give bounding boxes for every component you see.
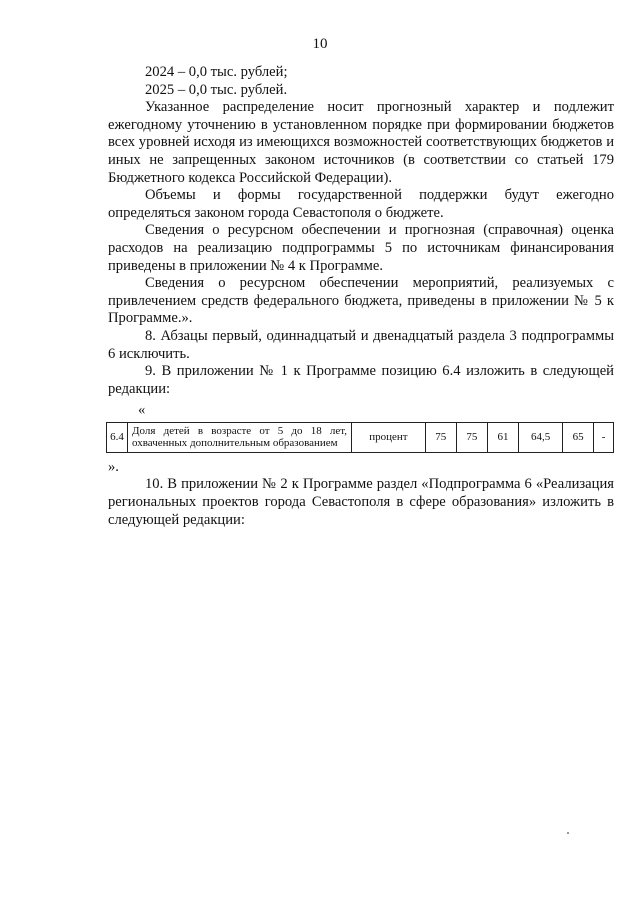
cell-indicator-name: Доля детей в возрасте от 5 до 18 лет, охваченных дополнительным образованием xyxy=(128,422,352,452)
cell-value-1: 75 xyxy=(425,422,456,452)
cell-value-5: 65 xyxy=(563,422,594,452)
paragraph-resources-5: Сведения о ресурсном обеспечении и прогнозная (справочная) оценка расходов на реализацию подпрограммы 5 по источникам финансирования приведены в приложении № 4 к Программе. xyxy=(108,222,614,274)
paragraph-distribution: Указанное распределение носит прогнозный характер и подлежит ежегодному уточнению в установленном порядке при формировании бюджетов всех уровней исходя из имеющихся возможностей соответствующих бюджетов и иных не запрещенных законом источников (в соответствии со статьей 179 Бюджетного кодекса Российской Федерации). xyxy=(108,99,614,186)
cell-unit: процент xyxy=(352,422,426,452)
page-number: 10 xyxy=(312,36,328,52)
paragraph-federal-budget: Сведения о ресурсном обеспечении мероприятий, реализуемых с привлечением средств федерального бюджета, приведены в приложении № 5 к Программе.». xyxy=(108,275,614,327)
scan-speck xyxy=(567,832,569,834)
closing-quote: ». xyxy=(108,458,119,475)
cell-value-3: 61 xyxy=(487,422,518,452)
document-body xyxy=(108,64,614,529)
opening-quote: « xyxy=(138,402,146,419)
cell-value-2: 75 xyxy=(456,422,487,452)
paragraph-item-9: 9. В приложении № 1 к Программе позицию 6.4 изложить в следующей редакции: xyxy=(108,363,614,397)
paragraph-2024: 2024 – 0,0 тыс. рублей; xyxy=(145,64,288,80)
paragraph-2025: 2025 – 0,0 тыс. рублей. xyxy=(145,81,288,98)
table-row xyxy=(107,422,614,452)
cell-value-6: - xyxy=(594,422,614,452)
cell-code: 6.4 xyxy=(107,422,128,452)
cell-value-4: 64,5 xyxy=(519,422,563,452)
indicator-table xyxy=(106,422,614,453)
paragraph-support: Объемы и формы государственной поддержки будут ежегодно определяться законом города Севастополя о бюджете. xyxy=(108,187,614,221)
paragraph-item-10: 10. В приложении № 2 к Программе раздел «Подпрограмма 6 «Реализация региональных проектов города Севастополя в сфере образования» изложить в следующей редакции: xyxy=(108,476,614,528)
paragraph-item-8: 8. Абзацы первый, одиннадцатый и двенадцатый раздела 3 подпрограммы 6 исключить. xyxy=(108,327,614,362)
